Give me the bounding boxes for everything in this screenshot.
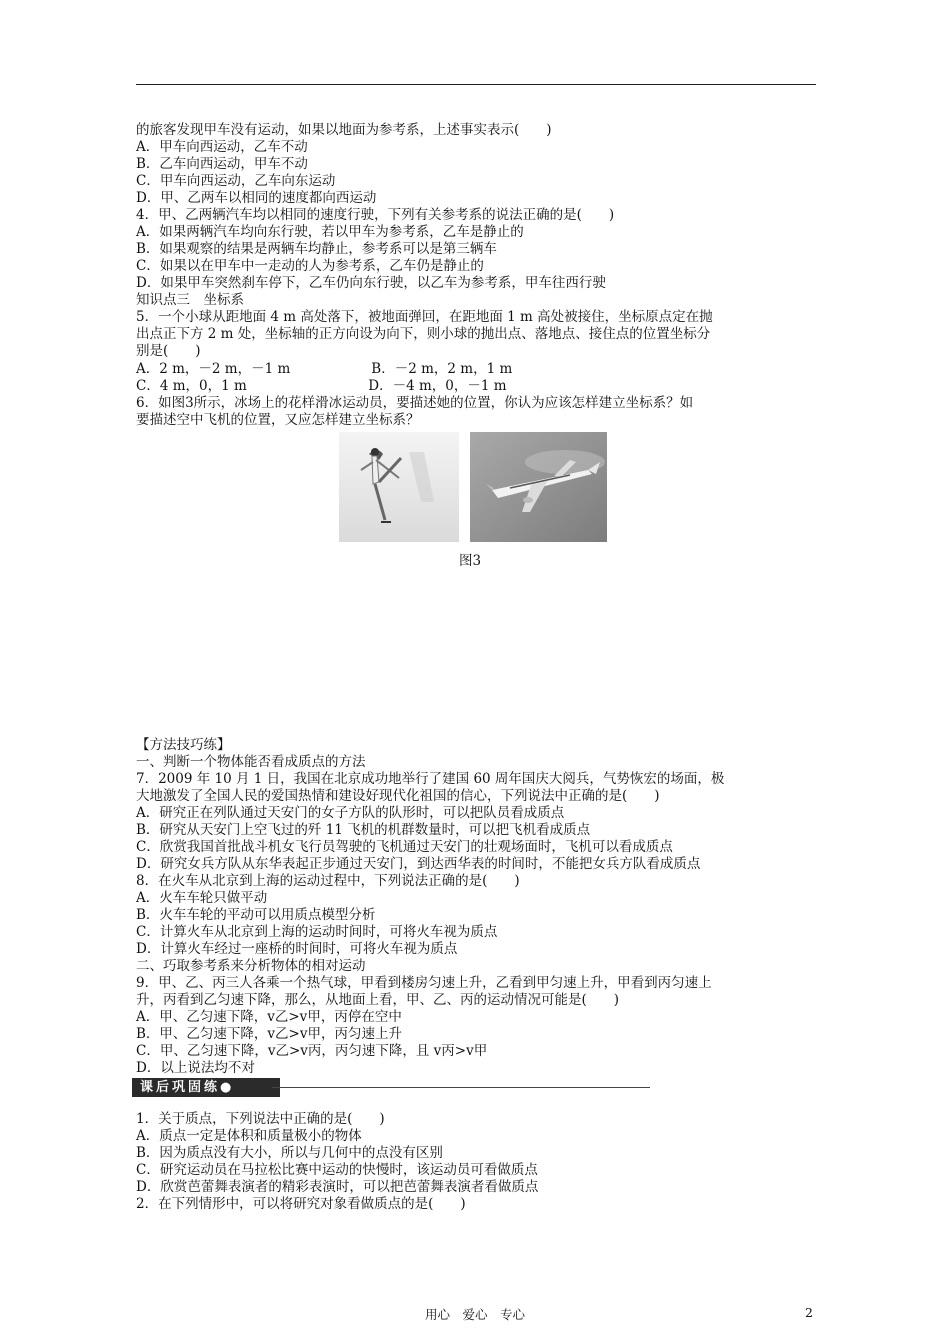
option-b: B．研究从天安门上空飞过的歼 11 飞机的机群数量时，可以把飞机看成质点 — [136, 822, 591, 838]
question-6-cont: 要描述空中飞机的位置，又应怎样建立坐标系？ — [136, 412, 420, 428]
option-d: D．计算火车经过一座桥的时间时，可将火车视为质点 — [136, 941, 458, 957]
subsection-heading: 一、判断一个物体能否看成质点的方法 — [136, 754, 366, 770]
banner-rule — [272, 1087, 650, 1088]
question-5-cont: 别是( ) — [136, 343, 201, 359]
header-rule — [136, 84, 816, 85]
question-2: 2．在下列情形中，可以将研究对象看做质点的是( ) — [136, 1196, 466, 1212]
skater-image — [339, 432, 459, 542]
question-4: 4．甲、乙两辆汽车均以相同的速度行驶，下列有关参考系的说法正确的是( ) — [136, 207, 615, 223]
question-7: 7．2009 年 10 月 1 日，我国在北京成功地举行了建国 60 周年国庆大阅兵，气势恢宏的场面，极 — [136, 771, 725, 787]
option-a: A．如果两辆汽车均向东行驶，若以甲车为参考系，乙车是静止的 — [136, 224, 524, 240]
section-banner — [132, 1078, 522, 1097]
option-a: A．质点一定是体积和质量极小的物体 — [136, 1128, 362, 1144]
option-a: A．火车车轮只做平动 — [136, 890, 268, 906]
question-9-cont: 升，丙看到乙匀速下降，那么，从地面上看，甲、乙、丙的运动情况可能是( ) — [136, 992, 620, 1008]
page-number: 2 — [805, 1305, 813, 1320]
text-line: 的旅客发现甲车没有运动，如果以地面为参考系，上述事实表示( ) — [136, 122, 552, 138]
option-c: C．研究运动员在马拉松比赛中运动的快慢时，该运动员可看做质点 — [136, 1162, 538, 1178]
section-title: 【方法技巧练】 — [136, 737, 231, 753]
question-1: 1．关于质点，下列说法中正确的是( ) — [136, 1111, 385, 1127]
option-b: B．如果观察的结果是两辆车均静止，参考系可以是第三辆车 — [136, 241, 497, 257]
question-5-cont: 出点正下方 2 m 处，坐标轴的正方向设为向下，则小球的抛出点、落地点、接住点的位置坐标分 — [136, 326, 711, 342]
option-b: B．火车车轮的平动可以用质点模型分析 — [136, 907, 376, 923]
question-5: 5．一个小球从距地面 4 m 高处落下，被地面弹回，在距地面 1 m 高处被接住，坐标原点定在抛 — [136, 309, 713, 325]
option-c: C．甲、乙匀速下降，v乙>v丙，丙匀速下降，且 v丙>v甲 — [136, 1043, 488, 1059]
option-c: C．计算火车从北京到上海的运动时间时，可将火车视为质点 — [136, 924, 498, 940]
option-d: D．如果甲车突然刹车停下，乙车仍向东行驶，以乙车为参考系，甲车往西行驶 — [136, 275, 606, 291]
subsection-heading: 二、巧取参考系来分析物体的相对运动 — [136, 958, 366, 974]
question-8: 8．在火车从北京到上海的运动过程中，下列说法正确的是( ) — [136, 873, 520, 889]
airplane-image — [470, 432, 607, 542]
options-ab: A．2 m，－2 m，－1 m B．－2 m，2 m，1 m — [136, 361, 513, 377]
question-6: 6．如图3所示，冰场上的花样滑冰运动员，要描述她的位置，你认为应该怎样建立坐标系？如 — [136, 395, 694, 411]
option-d: D．研究女兵方队从东华表起正步通过天安门，到达西华表的时间时，不能把女兵方队看成质点 — [136, 856, 701, 872]
option-d: D．以上说法均不对 — [136, 1060, 255, 1076]
option-d: D．欣赏芭蕾舞表演者的精彩表演时，可以把芭蕾舞表演者看做质点 — [136, 1179, 539, 1195]
options-cd: C．4 m，0，1 m D．－4 m，0，－1 m — [136, 378, 507, 394]
option-a: A．研究正在列队通过天安门的女子方队的队形时，可以把队员看成质点 — [136, 805, 565, 821]
option-b: B．乙车向西运动，甲车不动 — [136, 156, 308, 172]
question-7-cont: 大地激发了全国人民的爱国热情和建设好现代化祖国的信心，下列说法中正确的是( ) — [136, 788, 660, 804]
figure-caption: 图3 — [459, 553, 482, 569]
option-d: D．甲、乙两车以相同的速度都向西运动 — [136, 190, 377, 206]
option-b: B．甲、乙匀速下降，v乙>v甲，丙匀速上升 — [136, 1026, 402, 1042]
section-heading: 知识点三 坐标系 — [136, 292, 244, 308]
question-9: 9．甲、乙、丙三人各乘一个热气球，甲看到楼房匀速上升，乙看到甲匀速上升，甲看到丙匀速上 — [136, 975, 712, 991]
banner-label: 课后巩固练● — [132, 1078, 280, 1097]
option-b: B．因为质点没有大小，所以与几何中的点没有区别 — [136, 1145, 443, 1161]
option-c: C．如果以在甲车中一走动的人为参考系，乙车仍是静止的 — [136, 258, 484, 274]
option-a: A．甲、乙匀速下降，v乙>v甲，丙停在空中 — [136, 1009, 402, 1025]
option-a: A．甲车向西运动，乙车不动 — [136, 139, 308, 155]
option-c: C．甲车向西运动，乙车向东运动 — [136, 173, 336, 189]
page-footer: 用心 爱心 专心 — [425, 1307, 526, 1322]
option-c: C．欣赏我国首批战斗机女飞行员驾驶的飞机通过天安门的壮观场面时，飞机可以看成质点 — [136, 839, 673, 855]
